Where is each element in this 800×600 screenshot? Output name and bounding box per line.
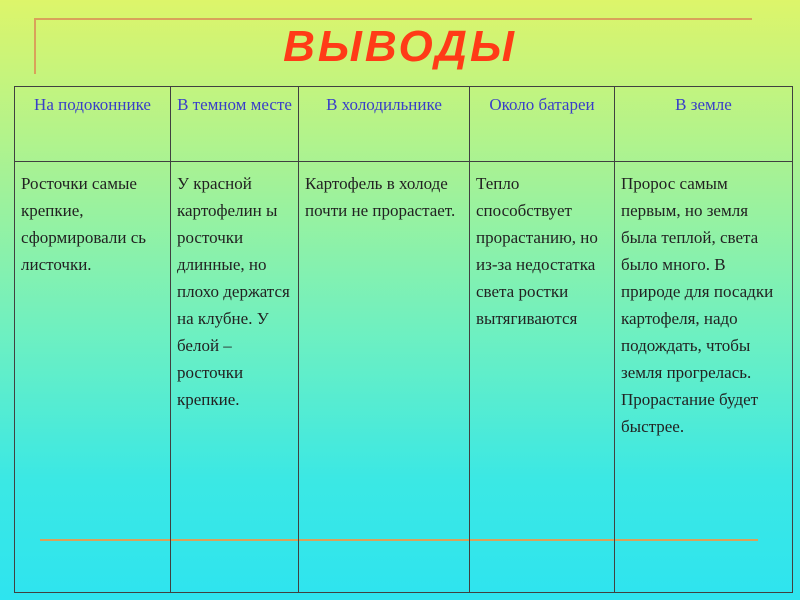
header-dark-place: В темном месте — [171, 87, 299, 162]
cell-windowsill: Росточки самые крепкие, сформировали сь листочки. — [15, 162, 171, 593]
header-near-radiator: Около батареи — [470, 87, 615, 162]
table-row — [15, 162, 793, 593]
cell-in-soil: Пророс самым первым, но земля была теплой, света было много. В природе для посадки картофеля, надо подождать, чтобы земля прогрелась. Прорастание будет быстрее. — [615, 162, 793, 593]
conclusions-table — [14, 86, 793, 593]
header-windowsill: На подоконнике — [15, 87, 171, 162]
slide-title: ВЫВОДЫ — [283, 22, 517, 71]
table-header-row — [15, 87, 793, 162]
top-decor-line — [34, 18, 752, 20]
header-fridge: В холодильнике — [299, 87, 470, 162]
cell-fridge: Картофель в холоде почти не прорастает. — [299, 162, 470, 593]
header-in-soil: В земле — [615, 87, 793, 162]
cell-near-radiator: Тепло способствует прорастанию, но из-за недостатка света ростки вытягиваются — [470, 162, 615, 593]
cell-dark-place: У красной картофелин ы росточки длинные, но плохо держатся на клубне. У белой – росточки крепкие. — [171, 162, 299, 593]
